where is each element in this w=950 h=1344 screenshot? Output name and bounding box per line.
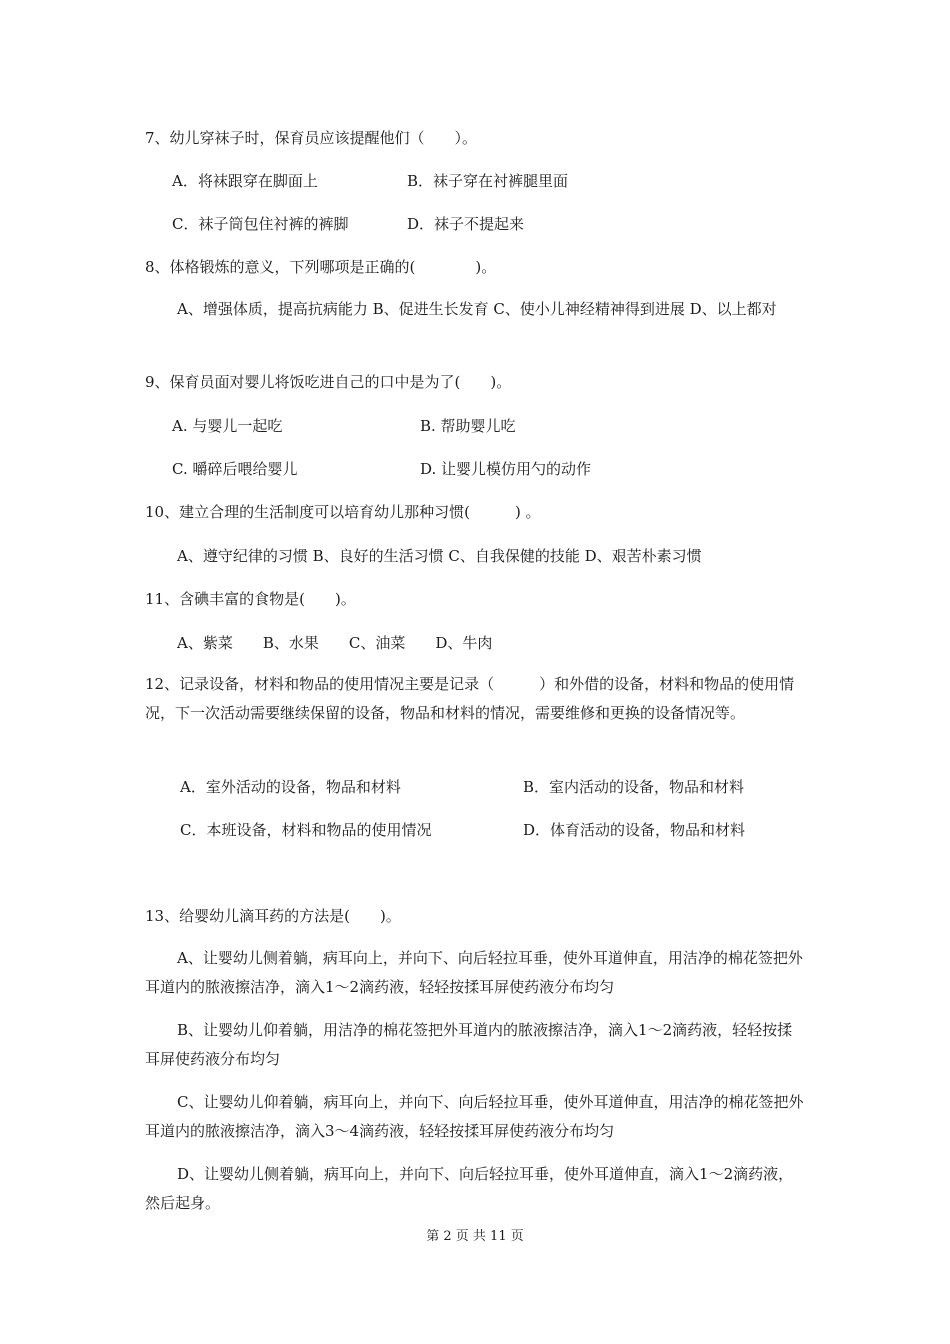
question-9-option-d: D. 让婴儿模仿用勺的动作	[420, 460, 592, 478]
question-12-option-c: C．本班设备，材料和物品的使用情况	[180, 821, 432, 839]
question-12-stem: 12、记录设备，材料和物品的使用情况主要是记录（ ）和外借的设备，材料和物品的使用情况，下一次活动需要继续保留的设备，物品和材料的情况，需要维修和更换的设备情况等。	[145, 675, 795, 722]
question-9-stem: 9、保育员面对婴儿将饭吃进自己的口中是为了( )。	[145, 373, 512, 391]
question-13-option-d: D、让婴幼儿侧着躺，病耳向上，并向下、向后轻拉耳垂，使外耳道伸直，滴入1～2滴药液，然后起身。	[145, 1165, 794, 1212]
question-13-option-b: B、让婴幼儿仰着躺，用洁净的棉花签把外耳道内的脓液擦洁净，滴入1～2滴药液，轻轻按揉耳屏使药液分布均匀	[145, 1021, 793, 1068]
question-7-option-d: D．袜子不提起来	[407, 215, 525, 233]
question-13-option-c: C、让婴幼儿仰着躺，病耳向上，并向下、向后轻拉耳垂，使外耳道伸直，用洁净的棉花签把外耳道内的脓液擦洁净，滴入3～4滴药液，轻轻按揉耳屏使药液分布均匀	[145, 1093, 804, 1140]
question-7-option-b: B．袜子穿在衬裤腿里面	[407, 172, 569, 190]
question-7-option-a: A．将袜跟穿在脚面上	[172, 172, 318, 190]
question-13-stem: 13、给婴幼儿滴耳药的方法是( )。	[145, 907, 401, 925]
question-10-options: A、遵守纪律的习惯 B、良好的生活习惯 C、自我保健的技能 D、艰苦朴素习惯	[177, 547, 702, 565]
question-11-options: A、紫菜 B、水果 C、油菜 D、牛肉	[177, 634, 493, 652]
question-8-stem: 8、体格锻炼的意义，下列哪项是正确的( )。	[145, 258, 497, 276]
question-9-option-a: A. 与婴儿一起吃	[172, 417, 283, 435]
question-13-option-a: A、让婴幼儿侧着躺，病耳向上，并向下、向后轻拉耳垂，使外耳道伸直，用洁净的棉花签把外耳道内的脓液擦洁净，滴入1～2滴药液，轻轻按揉耳屏使药液分布均匀	[145, 949, 803, 996]
question-8-options: A、增强体质，提高抗病能力 B、促进生长发育 C、使小儿神经精神得到进展 D、以上都对	[177, 300, 777, 318]
question-12-option-b: B．室内活动的设备，物品和材料	[523, 778, 745, 796]
page-number-footer: 第 2 页 共 11 页	[426, 1229, 524, 1244]
question-7-option-c: C．袜子筒包住衬裤的裤脚	[172, 215, 349, 233]
question-12-option-a: A．室外活动的设备，物品和材料	[180, 778, 401, 796]
question-12-option-d: D．体育活动的设备，物品和材料	[523, 821, 746, 839]
question-7-stem: 7、幼儿穿袜子时，保育员应该提醒他们（ ）。	[145, 129, 478, 147]
question-9-option-b: B. 帮助婴儿吃	[420, 417, 516, 435]
question-9-option-c: C. 嚼碎后喂给婴儿	[172, 460, 298, 478]
question-11-stem: 11、含碘丰富的食物是( )。	[145, 590, 356, 608]
question-10-stem: 10、建立合理的生活制度可以培育幼儿那种习惯( ) 。	[145, 503, 541, 521]
